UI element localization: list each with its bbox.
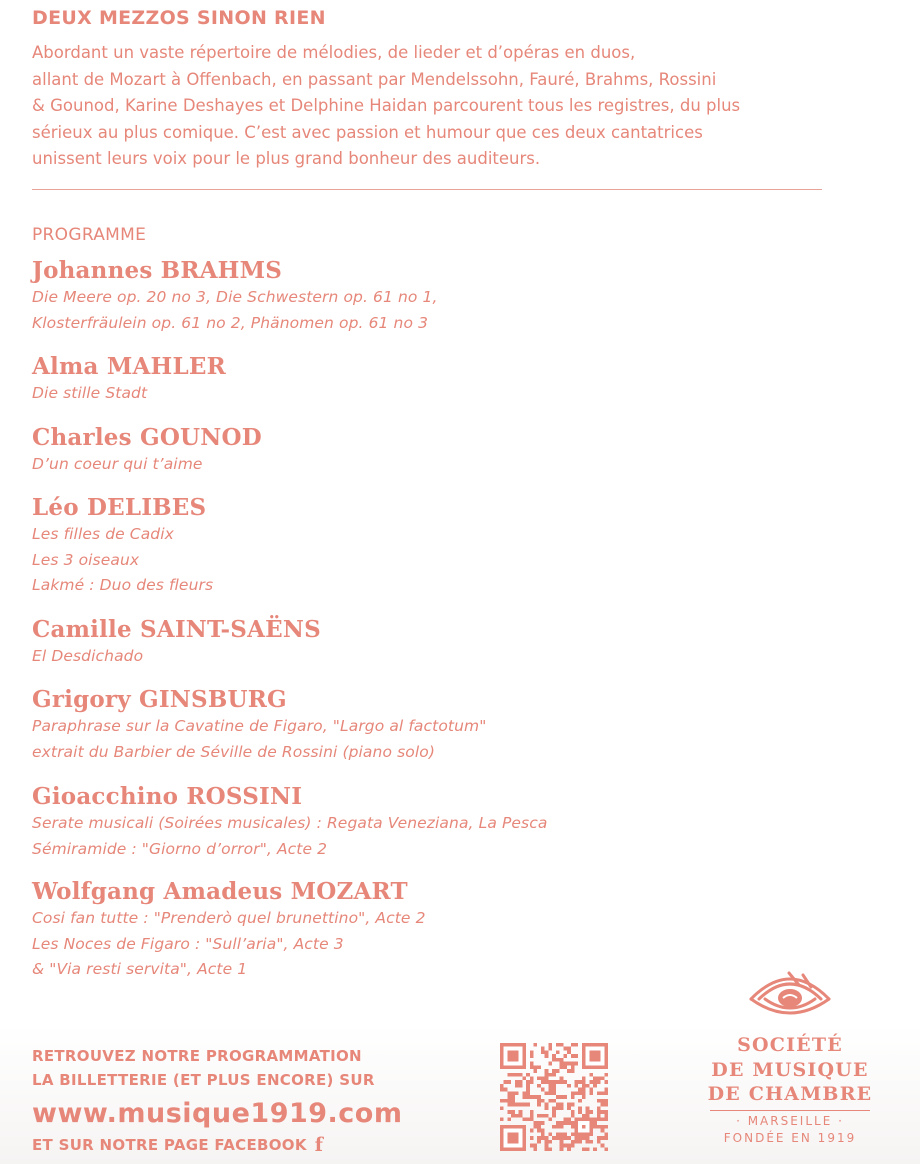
- org-founded: FONDÉE EN 1919: [723, 1130, 857, 1145]
- logo-divider: [710, 1110, 870, 1111]
- intro-line: & Gounod, Karine Deshayes et Delphine Haidan parcourent tous les registres, du plus: [32, 96, 741, 116]
- org-city: · MARSEILLE ·: [736, 1113, 844, 1128]
- composer-delibes: [32, 494, 852, 599]
- work-line: Die Meere op. 20 no 3, Die Schwestern op. 61 no 1,: [32, 288, 438, 306]
- work-line: Les 3 oiseaux: [32, 550, 140, 569]
- work-line: Cosi fan tutte : "Prenderò quel brunettino", Acte 2: [32, 909, 426, 927]
- work-line: & "Via resti servita", Acte 1: [32, 960, 248, 979]
- society-logo: [690, 965, 890, 1147]
- eye-logo-icon: [745, 965, 835, 1027]
- work-line: Die stille Stadt: [32, 384, 148, 402]
- facebook-label: ET SUR NOTRE PAGE FACEBOOK: [32, 1136, 307, 1154]
- qr-code-icon: [500, 1043, 608, 1151]
- website-link[interactable]: www.musique1919.com: [32, 1098, 403, 1129]
- facebook-icon[interactable]: f: [314, 1134, 324, 1156]
- intro-paragraph: [32, 40, 832, 173]
- intro-line: Abordant un vaste répertoire de mélodies, de lieder et d’opéras en duos,: [32, 43, 636, 62]
- composer-name: Johannes BRAHMS: [32, 257, 283, 284]
- intro-line: unissent leurs voix pour le plus grand bonheur des auditeurs.: [32, 149, 541, 169]
- facebook-row[interactable]: [32, 1134, 452, 1156]
- composer-gounod: [32, 424, 852, 478]
- org-name-line: SOCIÉTÉ: [737, 1034, 843, 1056]
- intro-line: sérieux au plus comique. C’est avec passion et humour que ces deux cantatrices: [32, 122, 703, 142]
- programme-label: PROGRAMME: [32, 225, 147, 245]
- work-line: extrait du Barbier de Séville de Rossini (piano solo): [32, 742, 435, 761]
- work-line: D’un coeur qui t’aime: [32, 455, 203, 473]
- composer-name: Léo DELIBES: [32, 494, 207, 521]
- work-line: Paraphrase sur la Cavatine de Figaro, "Largo al factotum": [32, 717, 487, 735]
- composer-name: Wolfgang Amadeus MOZART: [32, 878, 408, 905]
- footer-line: RETROUVEZ NOTRE PROGRAMMATION: [32, 1047, 362, 1065]
- composer-brahms: [32, 257, 852, 336]
- composer-rossini: [32, 783, 852, 862]
- work-line: Klosterfräulein op. 61 no 2, Phänomen op. 61 no 3: [32, 313, 429, 332]
- composer-mahler: [32, 353, 852, 407]
- composer-saint-saens: [32, 616, 852, 670]
- composer-name: Camille SAINT-SAËNS: [32, 616, 321, 643]
- intro-line: allant de Mozart à Offenbach, en passant par Mendelssohn, Fauré, Brahms, Rossini: [32, 69, 717, 89]
- work-line: Sémiramide : "Giorno d’orror", Acte 2: [32, 839, 328, 858]
- composer-name: Gioacchino ROSSINI: [32, 783, 303, 810]
- composer-name: Alma MAHLER: [32, 353, 226, 380]
- page-title: DEUX MEZZOS SINON RIEN: [32, 7, 326, 29]
- footer-line: LA BILLETTERIE (ET PLUS ENCORE) SUR: [32, 1071, 375, 1089]
- work-line: Lakmé : Duo des fleurs: [32, 576, 214, 595]
- org-name-line: DE MUSIQUE: [711, 1058, 869, 1081]
- org-name-line: DE CHAMBRE: [707, 1083, 873, 1105]
- composer-ginsburg: [32, 686, 852, 765]
- footer-info: [32, 1044, 452, 1156]
- work-line: El Desdichado: [32, 647, 144, 665]
- composer-name: Charles GOUNOD: [32, 424, 262, 451]
- divider: [32, 189, 822, 190]
- work-line: Serate musicali (Soirées musicales) : Regata Veneziana, La Pesca: [32, 814, 548, 832]
- work-line: Les filles de Cadix: [32, 525, 174, 543]
- work-line: Les Noces de Figaro : "Sull’aria", Acte 3: [32, 934, 344, 953]
- composer-name: Grigory GINSBURG: [32, 686, 287, 713]
